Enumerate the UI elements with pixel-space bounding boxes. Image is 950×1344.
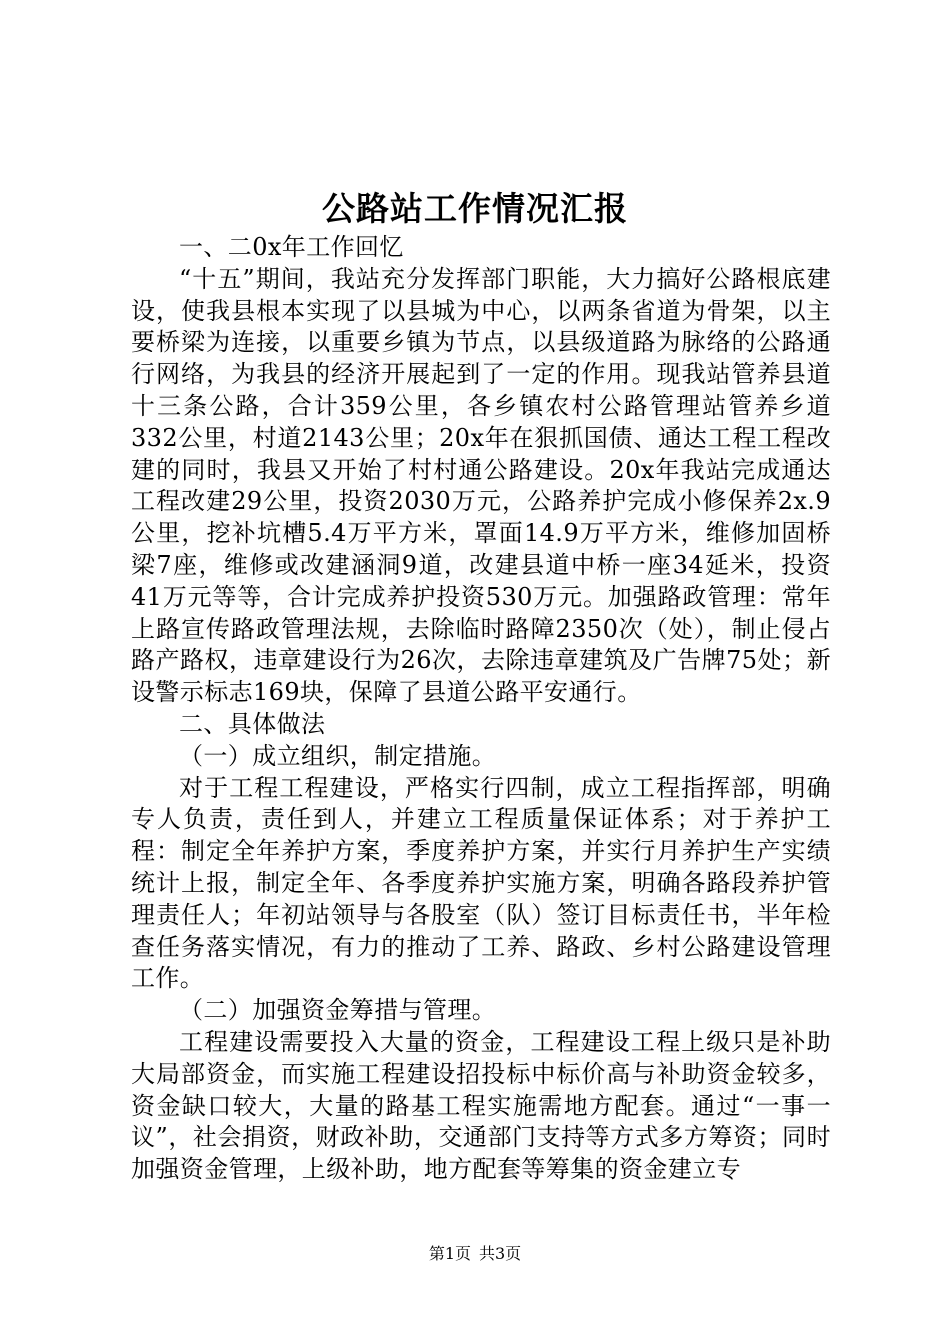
page-number: 第1页 [428,1244,471,1263]
document-body [131,232,831,1186]
paragraph-review: “十五”期间，我站充分发挥部门职能，大力搞好公路根底建设，使我县根本实现了以县城为中心，以两条省道为骨架，以主要桥梁为连接，以重要乡镇为节点，以县级道路为脉络的公路通行网络，为我县的经济开展起到了一定的作用。现我站管养县道十三条公路，合计359公里，各乡镇农村公路管理站管养乡道332公里，村道2143公里；20x年在狠抓国债、通达工程工程改建的同时，我县又开始了村村通公路建设。20x年我站完成通达工程改建29公里，投资2030万元，公路养护完成小修保养2x.9公里，挖补坑槽5.4万平方米，罩面14.9万平方米，维修加固桥梁7座，维修或改建涵洞9道，改建县道中桥一座34延米，投资41万元等等，合计完成养护投资530万元。加强路政管理：常年上路宣传路政管理法规，去除临时路障2350次（处），制止侵占路产路权，违章建设行为26次，去除违章建筑及广告牌75处；新设警示标志169块，保障了县道公路平安通行。 [131,264,831,707]
page-footer [0,1243,950,1265]
subsection-heading-funding: （二）加强资金筹措与管理。 [179,996,497,1025]
paragraph-funding: 工程建设需要投入大量的资金，工程建设工程上级只是补助大局部资金，而实施工程建设招投标中标价高与补助资金较多，资金缺口较大，大量的路基工程实施需地方配套。通过“一事一议”，社会捐资，财政补助，交通部门支持等方式多方筹资；同时加强资金管理，上级补助，地方配套等筹集的资金建立专 [131,1027,831,1184]
document-title: 公路站工作情况汇报 [322,189,628,228]
paragraph-organization: 对于工程工程建设，严格实行四制，成立工程指挥部，明确专人负责，责任到人，并建立工程质量保证体系；对于养护工程：制定全年养护方案，季度养护方案，并实行月养护生产实绩统计上报，制定全年、各季度养护实施方案，明确各路段养护管理责任人；年初站领导与各股室（队）签订目标责任书，半年检查任务落实情况，有力的推动了工养、路政、乡村公路建设管理工作。 [131,773,831,993]
page-total: 共3页 [479,1244,522,1263]
section-heading-methods: 二、具体做法 [179,709,326,738]
section-heading-review: 一、二0x年工作回忆 [179,233,404,261]
subsection-heading-organization: （一）成立组织，制定措施。 [179,741,497,770]
